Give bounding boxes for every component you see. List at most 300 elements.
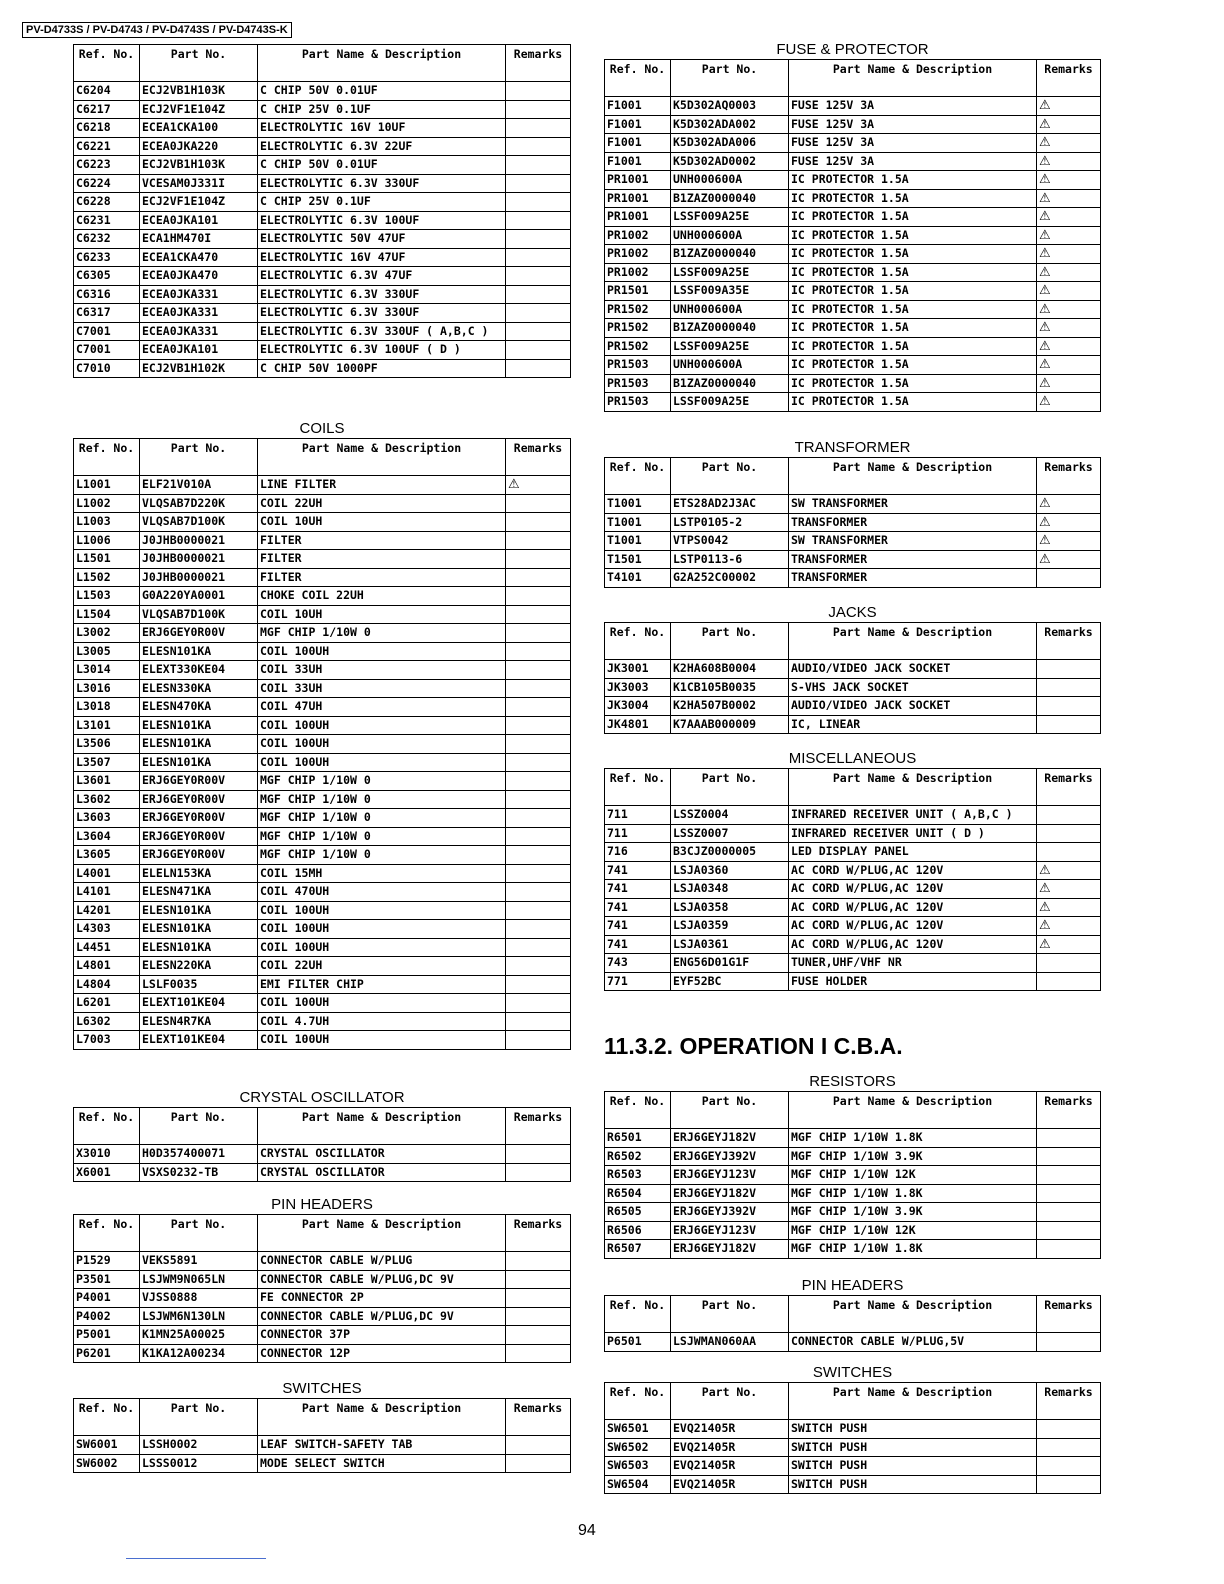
ref-cell: L4201 <box>74 901 140 920</box>
table-row <box>74 1436 571 1455</box>
remarks-cell <box>506 137 571 156</box>
table-row <box>74 1163 571 1182</box>
ref-cell: P6501 <box>605 1333 671 1352</box>
part-cell: G2A252C00002 <box>671 569 789 588</box>
part-cell: K5D302ADA002 <box>671 115 789 134</box>
warning-icon: ⚠ <box>1039 320 1051 335</box>
part-cell: ERJ6GEY0R00V <box>140 624 258 643</box>
remarks-cell <box>506 568 571 587</box>
part-cell: ELESN101KA <box>140 716 258 735</box>
part-cell: ERJ6GEY0R00V <box>140 790 258 809</box>
desc-cell: ELECTROLYTIC 6.3V 100UF <box>258 211 506 230</box>
desc-cell: COIL 33UH <box>258 661 506 680</box>
ref-cell: JK3001 <box>605 660 671 679</box>
table-row <box>74 624 571 643</box>
part-cell: LSJA0358 <box>671 898 789 917</box>
ref-cell: R6505 <box>605 1203 671 1222</box>
remarks-cell <box>506 661 571 680</box>
remarks-cell <box>1037 1166 1101 1185</box>
col-remarks-header: Remarks <box>506 1399 571 1436</box>
ref-cell: L6201 <box>74 994 140 1013</box>
remarks-cell <box>1037 319 1101 338</box>
desc-cell: IC PROTECTOR 1.5A <box>789 393 1037 412</box>
desc-cell: MGF CHIP 1/10W 0 <box>258 624 506 643</box>
part-cell: ECEA1CKA470 <box>140 248 258 267</box>
table-row <box>605 660 1101 679</box>
desc-cell: COIL 47UH <box>258 698 506 717</box>
header-row <box>605 769 1101 806</box>
ref-cell: PR1502 <box>605 300 671 319</box>
desc-cell: INFRARED RECEIVER UNIT ( D ) <box>789 824 1037 843</box>
ref-cell: R6504 <box>605 1184 671 1203</box>
desc-cell: COIL 15MH <box>258 864 506 883</box>
table-row <box>605 806 1101 825</box>
remarks-cell <box>506 1145 571 1164</box>
part-cell: LSJWM9N065LN <box>140 1270 258 1289</box>
table-row <box>74 476 571 495</box>
remarks-cell <box>1037 1240 1101 1259</box>
col-remarks-header: Remarks <box>1037 623 1101 660</box>
section-title: MISCELLANEOUS <box>788 750 917 767</box>
table-row <box>74 82 571 101</box>
ref-cell: C7010 <box>74 359 140 378</box>
remarks-cell <box>506 100 571 119</box>
desc-cell: FILTER <box>258 531 506 550</box>
desc-cell: CONNECTOR 37P <box>258 1326 506 1345</box>
section-title: PIN HEADERS <box>801 1277 904 1294</box>
col-desc-header: Part Name & Description <box>789 769 1037 806</box>
section-title: RESISTORS <box>809 1073 896 1090</box>
part-cell: LSSF009A25E <box>671 208 789 227</box>
table-row <box>74 975 571 994</box>
ref-cell: L1504 <box>74 605 140 624</box>
section-title: TRANSFORMER <box>794 439 911 456</box>
table-row <box>605 1184 1101 1203</box>
header-row <box>605 458 1101 495</box>
desc-cell: FILTER <box>258 550 506 569</box>
misc-table <box>604 768 1101 991</box>
desc-cell: IC PROTECTOR 1.5A <box>789 171 1037 190</box>
col-desc-header: Part Name & Description <box>258 1108 506 1145</box>
part-cell: VLQSAB7D100K <box>140 513 258 532</box>
col-part-header: Part No. <box>140 439 258 476</box>
remarks-cell <box>506 1344 571 1363</box>
desc-cell: S-VHS JACK SOCKET <box>789 678 1037 697</box>
ref-cell: C7001 <box>74 322 140 341</box>
desc-cell: TRANSFORMER <box>789 513 1037 532</box>
ref-cell: L4804 <box>74 975 140 994</box>
ref-cell: L3604 <box>74 827 140 846</box>
desc-cell: FUSE 125V 3A <box>789 97 1037 116</box>
col-remarks-header: Remarks <box>1037 1092 1101 1129</box>
desc-cell: COIL 100UH <box>258 1031 506 1050</box>
ref-cell: R6501 <box>605 1129 671 1148</box>
ref-cell: P4001 <box>74 1289 140 1308</box>
desc-cell: IC PROTECTOR 1.5A <box>789 226 1037 245</box>
part-cell: VLQSAB7D100K <box>140 605 258 624</box>
ref-cell: SW6503 <box>605 1457 671 1476</box>
ref-cell: 711 <box>605 824 671 843</box>
switches-table <box>73 1398 571 1473</box>
desc-cell: FE CONNECTOR 2P <box>258 1289 506 1308</box>
ref-cell: C6316 <box>74 285 140 304</box>
warning-icon: ⚠ <box>1039 116 1051 132</box>
part-cell: ECEA1CKA100 <box>140 119 258 138</box>
desc-cell: ELECTROLYTIC 6.3V 22UF <box>258 137 506 156</box>
col-ref-header: Ref. No. <box>74 1399 140 1436</box>
part-cell: ELESN101KA <box>140 753 258 772</box>
part-cell: G0A220YA0001 <box>140 587 258 606</box>
desc-cell: AC CORD W/PLUG,AC 120V <box>789 880 1037 899</box>
ref-cell: L7003 <box>74 1031 140 1050</box>
header-row <box>74 1399 571 1436</box>
desc-cell: SWITCH PUSH <box>789 1475 1037 1494</box>
remarks-cell <box>506 1163 571 1182</box>
ref-cell: L3601 <box>74 772 140 791</box>
col-ref-header: Ref. No. <box>605 1383 671 1420</box>
table-row <box>605 1240 1101 1259</box>
model-header: PV-D4733S / PV-D4743 / PV-D4743S / PV-D4743S-K <box>22 22 292 38</box>
part-cell: K2HA608B0004 <box>671 660 789 679</box>
remarks-cell <box>506 359 571 378</box>
warning-icon: ⚠ <box>1039 264 1051 280</box>
part-cell: LSJA0361 <box>671 935 789 954</box>
ref-cell: C6224 <box>74 174 140 193</box>
table-row <box>605 282 1101 301</box>
table-row <box>605 1147 1101 1166</box>
remarks-cell <box>506 341 571 360</box>
ref-cell: PR1502 <box>605 319 671 338</box>
desc-cell: MGF CHIP 1/10W 12K <box>789 1166 1037 1185</box>
desc-cell: CONNECTOR CABLE W/PLUG,5V <box>789 1333 1037 1352</box>
fuse-table <box>604 59 1101 412</box>
col-part-header: Part No. <box>140 45 258 82</box>
remarks-cell <box>506 605 571 624</box>
remarks-cell <box>506 1031 571 1050</box>
remarks-cell <box>1037 1221 1101 1240</box>
desc-cell: C CHIP 50V 0.01UF <box>258 82 506 101</box>
ref-cell: F1001 <box>605 152 671 171</box>
part-cell: LSTP0105-2 <box>671 513 789 532</box>
remarks-cell <box>1037 513 1101 532</box>
table-row <box>74 994 571 1013</box>
ref-cell: R6506 <box>605 1221 671 1240</box>
desc-cell: COIL 100UH <box>258 716 506 735</box>
header-row <box>74 45 571 82</box>
page-number: 94 <box>578 1522 596 1539</box>
desc-cell: COIL 470UH <box>258 883 506 902</box>
table-row <box>605 715 1101 734</box>
ref-cell: PR1001 <box>605 189 671 208</box>
ref-cell: C6223 <box>74 156 140 175</box>
desc-cell: ELECTROLYTIC 6.3V 330UF <box>258 285 506 304</box>
table-row <box>74 827 571 846</box>
table-row <box>74 920 571 939</box>
ref-cell: C6204 <box>74 82 140 101</box>
warning-icon: ⚠ <box>1039 172 1051 187</box>
section-title: CRYSTAL OSCILLATOR <box>239 1089 405 1106</box>
remarks-cell <box>1037 263 1101 282</box>
remarks-cell <box>506 587 571 606</box>
part-cell: K5D302ADA006 <box>671 134 789 153</box>
ref-cell: 743 <box>605 954 671 973</box>
ref-cell: PR1001 <box>605 171 671 190</box>
part-cell: J0JHB0000021 <box>140 531 258 550</box>
ref-cell: SW6502 <box>605 1438 671 1457</box>
remarks-cell <box>1037 171 1101 190</box>
col-ref-header: Ref. No. <box>74 439 140 476</box>
ref-cell: F1001 <box>605 97 671 116</box>
pin-headers-table <box>604 1295 1101 1352</box>
table-row <box>605 917 1101 936</box>
part-cell: ELESN471KA <box>140 883 258 902</box>
desc-cell: AC CORD W/PLUG,AC 120V <box>789 935 1037 954</box>
part-cell: ELESN220KA <box>140 957 258 976</box>
table-row <box>605 97 1101 116</box>
remarks-cell <box>506 1454 571 1473</box>
remarks-cell <box>1037 880 1101 899</box>
remarks-cell <box>506 790 571 809</box>
ref-cell: C6232 <box>74 230 140 249</box>
desc-cell: MODE SELECT SWITCH <box>258 1454 506 1473</box>
section-misc <box>604 750 1101 991</box>
table-row <box>74 809 571 828</box>
remarks-cell <box>1037 374 1101 393</box>
desc-cell: C CHIP 25V 0.1UF <box>258 100 506 119</box>
desc-cell: COIL 33UH <box>258 679 506 698</box>
table-row <box>605 374 1101 393</box>
warning-icon: ⚠ <box>1039 551 1051 567</box>
desc-cell: COIL 100UH <box>258 901 506 920</box>
ref-cell: C6228 <box>74 193 140 212</box>
remarks-cell <box>506 735 571 754</box>
table-row <box>74 587 571 606</box>
section-title: PIN HEADERS <box>271 1196 373 1213</box>
ref-cell: PR1501 <box>605 282 671 301</box>
jacks-table <box>604 622 1101 734</box>
remarks-cell <box>506 230 571 249</box>
part-cell: LSSS0012 <box>140 1454 258 1473</box>
desc-cell: LEAF SWITCH-SAFETY TAB <box>258 1436 506 1455</box>
desc-cell: COIL 100UH <box>258 753 506 772</box>
ref-cell: R6507 <box>605 1240 671 1259</box>
ref-cell: P1529 <box>74 1252 140 1271</box>
part-cell: ELEXT101KE04 <box>140 994 258 1013</box>
ref-cell: C6221 <box>74 137 140 156</box>
section-title: FUSE & PROTECTOR <box>776 41 929 58</box>
remarks-cell <box>1037 843 1101 862</box>
col-part-header: Part No. <box>671 60 789 97</box>
desc-cell: TRANSFORMER <box>789 569 1037 588</box>
remarks-cell <box>1037 1129 1101 1148</box>
remarks-cell <box>506 550 571 569</box>
part-cell: ELESN101KA <box>140 642 258 661</box>
remarks-cell <box>1037 97 1101 116</box>
table-row <box>605 134 1101 153</box>
desc-cell: CONNECTOR 12P <box>258 1344 506 1363</box>
table-row <box>74 119 571 138</box>
remarks-cell <box>506 679 571 698</box>
table-row <box>74 341 571 360</box>
col-remarks-header: Remarks <box>1037 769 1101 806</box>
part-cell: LSSZ0004 <box>671 806 789 825</box>
col-ref-header: Ref. No. <box>605 60 671 97</box>
part-cell: ERJ6GEYJ182V <box>671 1240 789 1259</box>
remarks-cell <box>1037 715 1101 734</box>
table-row <box>605 1221 1101 1240</box>
desc-cell: C CHIP 25V 0.1UF <box>258 193 506 212</box>
ref-cell: L1502 <box>74 568 140 587</box>
desc-cell: EMI FILTER CHIP <box>258 975 506 994</box>
desc-cell: AUDIO/VIDEO JACK SOCKET <box>789 660 1037 679</box>
table-row <box>605 319 1101 338</box>
ref-cell: L3101 <box>74 716 140 735</box>
col-desc-header: Part Name & Description <box>258 1215 506 1252</box>
table-row <box>605 337 1101 356</box>
table-row <box>74 957 571 976</box>
table-row <box>605 1475 1101 1494</box>
remarks-cell <box>506 248 571 267</box>
table-row <box>74 531 571 550</box>
part-cell: K5D302AD0002 <box>671 152 789 171</box>
warning-icon: ⚠ <box>1039 209 1051 224</box>
col-desc-header: Part Name & Description <box>789 1383 1037 1420</box>
ref-cell: T1501 <box>605 550 671 569</box>
desc-cell: IC PROTECTOR 1.5A <box>789 337 1037 356</box>
table-row <box>74 230 571 249</box>
part-cell: LSJA0348 <box>671 880 789 899</box>
col-ref-header: Ref. No. <box>605 458 671 495</box>
remarks-cell <box>1037 134 1101 153</box>
part-cell: ECJ2VF1E104Z <box>140 193 258 212</box>
table-row <box>605 550 1101 569</box>
part-cell: ELF21V010A <box>140 476 258 495</box>
section-title: COILS <box>299 420 345 437</box>
part-cell: ECJ2VF1E104Z <box>140 100 258 119</box>
ref-cell: PR1503 <box>605 393 671 412</box>
table-row <box>605 1333 1101 1352</box>
table-row <box>74 211 571 230</box>
ref-cell: L3605 <box>74 846 140 865</box>
table-row <box>605 880 1101 899</box>
table-row <box>74 267 571 286</box>
remarks-cell <box>506 624 571 643</box>
section-coils <box>73 420 571 1050</box>
remarks-cell <box>1037 495 1101 514</box>
ref-cell: L4451 <box>74 938 140 957</box>
part-cell: LSJWMAN060AA <box>671 1333 789 1352</box>
remarks-cell <box>506 846 571 865</box>
table-row <box>605 569 1101 588</box>
part-cell: ECEA0JKA331 <box>140 304 258 323</box>
ref-cell: PR1503 <box>605 374 671 393</box>
warning-icon: ⚠ <box>508 477 520 492</box>
part-cell: EVQ21405R <box>671 1457 789 1476</box>
desc-cell: MGF CHIP 1/10W 1.8K <box>789 1240 1037 1259</box>
part-cell: ECEA0JKA101 <box>140 341 258 360</box>
part-cell: ELESN101KA <box>140 735 258 754</box>
ref-cell: 771 <box>605 972 671 991</box>
col-ref-header: Ref. No. <box>605 623 671 660</box>
footer-line <box>126 1558 266 1559</box>
desc-cell: ELECTROLYTIC 6.3V 330UF ( A,B,C ) <box>258 322 506 341</box>
remarks-cell <box>506 82 571 101</box>
desc-cell: AC CORD W/PLUG,AC 120V <box>789 917 1037 936</box>
warning-icon: ⚠ <box>1039 135 1051 150</box>
part-cell: ERJ6GEY0R00V <box>140 772 258 791</box>
table-row <box>605 393 1101 412</box>
remarks-cell <box>1037 1333 1101 1352</box>
section-resistors <box>604 1073 1101 1259</box>
part-cell: ECEA0JKA101 <box>140 211 258 230</box>
table-row <box>74 494 571 513</box>
part-cell: LSSF009A25E <box>671 337 789 356</box>
remarks-cell <box>506 1270 571 1289</box>
part-cell: ELEXT101KE04 <box>140 1031 258 1050</box>
part-cell: J0JHB0000021 <box>140 550 258 569</box>
remarks-cell <box>506 883 571 902</box>
header-row <box>605 1296 1101 1333</box>
remarks-cell <box>506 901 571 920</box>
remarks-cell <box>506 1307 571 1326</box>
desc-cell: ELECTROLYTIC 16V 47UF <box>258 248 506 267</box>
warning-icon: ⚠ <box>1039 227 1051 243</box>
desc-cell: SW TRANSFORMER <box>789 532 1037 551</box>
remarks-cell <box>506 1326 571 1345</box>
remarks-cell <box>506 1012 571 1031</box>
remarks-cell <box>1037 115 1101 134</box>
desc-cell: IC PROTECTOR 1.5A <box>789 263 1037 282</box>
part-cell: LSTP0113-6 <box>671 550 789 569</box>
col-desc-header: Part Name & Description <box>789 623 1037 660</box>
warning-icon: ⚠ <box>1039 918 1051 933</box>
part-cell: K1CB105B0035 <box>671 678 789 697</box>
table-row <box>74 772 571 791</box>
col-part-header: Part No. <box>140 1215 258 1252</box>
ref-cell: F1001 <box>605 115 671 134</box>
col-desc-header: Part Name & Description <box>789 458 1037 495</box>
remarks-cell <box>506 531 571 550</box>
ref-cell: JK3004 <box>605 697 671 716</box>
ref-cell: C6231 <box>74 211 140 230</box>
col-remarks-header: Remarks <box>506 439 571 476</box>
part-cell: ERJ6GEYJ182V <box>671 1129 789 1148</box>
table-row <box>74 322 571 341</box>
ref-cell: P4002 <box>74 1307 140 1326</box>
table-row <box>74 790 571 809</box>
header-row <box>605 1383 1101 1420</box>
table-row <box>74 550 571 569</box>
table-row <box>605 226 1101 245</box>
table-row <box>74 605 571 624</box>
part-cell: ELESN101KA <box>140 920 258 939</box>
part-cell: ECJ2VB1H102K <box>140 359 258 378</box>
table-row <box>74 1344 571 1363</box>
section-transformer <box>604 439 1101 588</box>
desc-cell: MGF CHIP 1/10W 1.8K <box>789 1184 1037 1203</box>
table-row <box>74 716 571 735</box>
desc-cell: COIL 22UH <box>258 957 506 976</box>
ref-cell: PR1001 <box>605 208 671 227</box>
ref-cell: T4101 <box>605 569 671 588</box>
table-row <box>605 513 1101 532</box>
desc-cell: LINE FILTER <box>258 476 506 495</box>
table-row <box>74 679 571 698</box>
ref-cell: C7001 <box>74 341 140 360</box>
part-cell: ECJ2VB1H103K <box>140 156 258 175</box>
warning-icon: ⚠ <box>1039 862 1051 878</box>
remarks-cell <box>1037 697 1101 716</box>
